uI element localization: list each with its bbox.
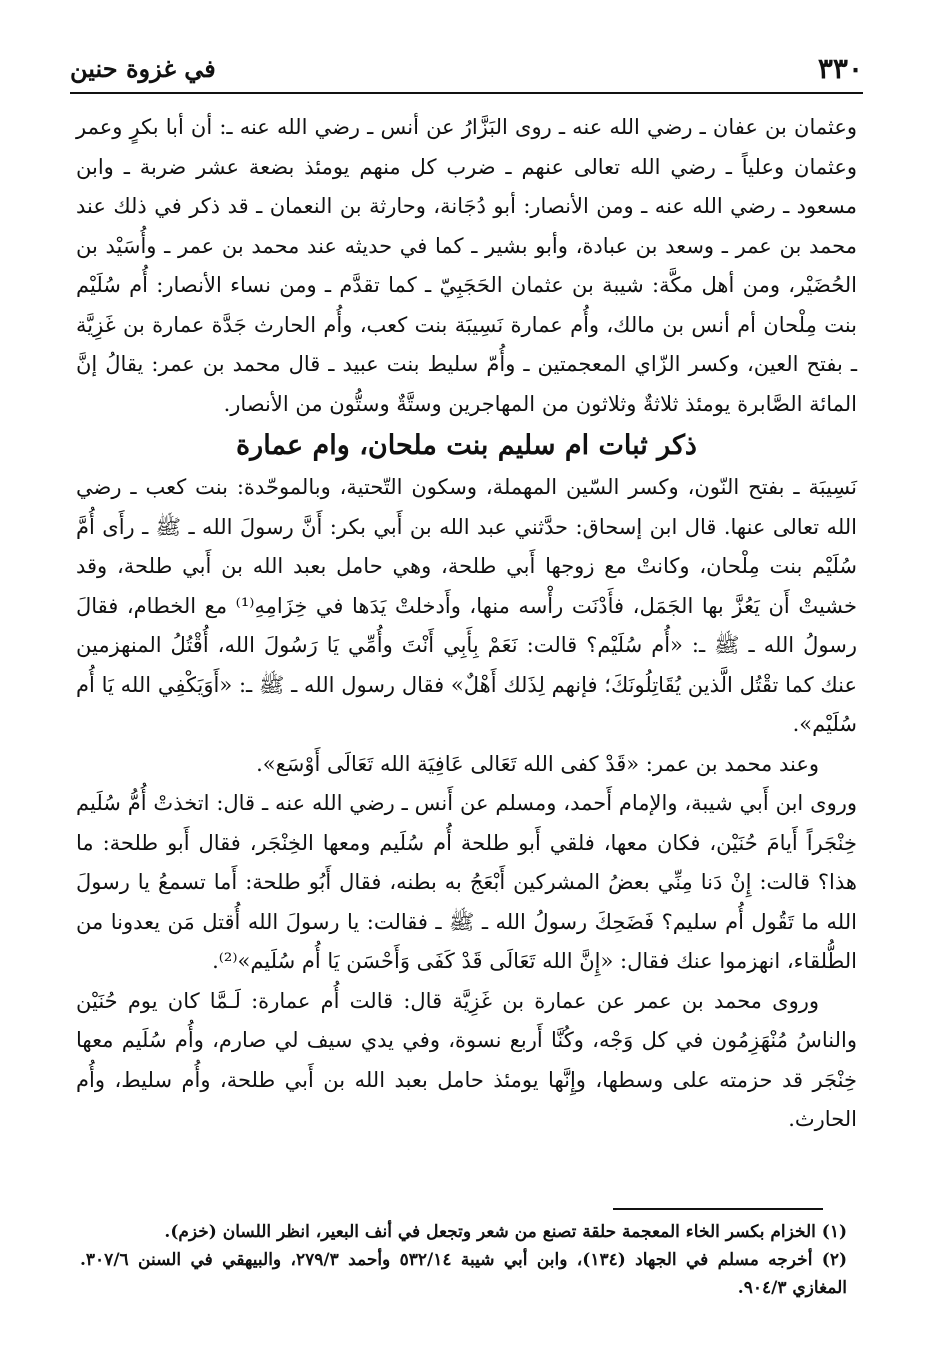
section-heading: ذكر ثبات ام سليم بنت ملحان، وام عمارة: [236, 430, 697, 461]
paragraph-1: وعثمان بن عفان ـ رضي الله عنه ـ روى البَزَّارُ عن أنس ـ رضي الله عنه ـ: أن أبا بكرٍ وعمر وعثمان وعلياً ـ رضي الله تعالى عنهم ـ ضرب كل منهم يومئذ بضعة عشر ضربة ـ وابن مسعود ـ رضي الله عنه ـ ومن الأنصار: أبو دُجَانة، وحارثة بن النعمان ـ قد ذكر في ذلك عند محمد بن عمر ـ وسعد بن عبادة، وأبو بشير ـ كما في حديثه عند محمد بن عمر ـ وأُسَيْد بن الحُضَيْر، ومن أهل مكَّة: شيبة بن عثمان الحَجَبِيّ ـ كما تقدَّم ـ ومن نساء الأنصار: أُم سُلَيْم بنت مِلْحان أم أنس بن مالك، وأُم عمارة نَسِيبَة بنت كعب، وأُم الحارث جَدَّة عمارة بن غَزِيَّة ـ بفتح العين، وكسر الزّاي المعجمتين ـ وأُمّ سليط بنت عبيد ـ قال محمد بن عمر: يقالُ إنَّ المائة الصَّابرة يومئذ ثلاثةٌ وثلاثون من المهاجرين وستَّةٌ وستُّون من الأنصار.: [76, 115, 857, 416]
main-text: [76, 108, 857, 1140]
footnote-1: (١) الخزام بكسر الخاء المعجمة حلقة تصنع من شعر وتجعل في أنف البعير، انظر اللسان (خزم).: [164, 1222, 847, 1242]
paragraph-5: وروى محمد بن عمر عن عمارة بن غَزِيَّة قال: قالت أُم عمارة: لَـمَّا كان يوم حُنَيْن والناسُ مُنْهَزِمُون في كل وَجْه، وكُنَّا أَربع نسوة، وفي يدي سيف لي صارم، وأُم سُلَيم معها خِنْجَر قد حزمته على وسطها، وإِنَّها يومئذ حامل بعبد الله بن أَبي طلحة، وأُم سليط، وأُم الحارث.: [76, 988, 857, 1131]
footnotes: [80, 1218, 847, 1302]
footnote-divider: [613, 1208, 823, 1210]
page-header: [70, 52, 863, 88]
paragraph-3: وعند محمد بن عمر: «قَدْ كفى الله تَعَالى عَافِيَة الله تَعَالَى أَوْسَع».: [256, 751, 819, 776]
paragraph-2: نَسِيبَة ـ بفتح النّون، وكسر السّين المهملة، وسكون التّحتية، وبالموحّدة: بنت كعب ـ رضي الله تعالى عنها. قال ابن إسحاق: حدَّثني عبد الله بن أَبي بكر: أَنَّ رسولَ الله ـ ﷺ ـ رأَى أُمَّ سُلَيْم بنت مِلْحان، وكانتْ مع زوجها أَبي طلحة، وهي حامل بعبد الله بن أَبي طلحة، وقد خشيتْ أَن يَعُزَّ بها الجَمَل، فأَدْنَت رأْسه منها، وأَدخلتْ يَدَها في خِزَامِهِ⁽¹⁾ مع الخطام، فقالَ رسولُ الله ـ ﷺ ـ: «أُم سُلَيْم؟ قالت: نَعَمْ بِأَبِي أَنْتَ وأُمِّي يَا رَسُولَ الله، أُقْتُلُ المنهزمين عنك كما تقْتُل الَّذين يُقَاتِلُونَكَ؛ فإنهم لِذَلك أَهْلٌ» فقال رسول الله ـ ﷺ ـ: «أَوَيَكْفِي الله يَا أُم سُلَيْم».: [76, 475, 858, 736]
footnote-2: (٢) أخرجه مسلم في الجهاد (١٣٤)، وابن أبي شيبة ٥٣٢/١٤ وأحمد ٢٧٩/٣، والبيهقي في السنن ٣٠٧/٦. المغازي ٩٠٤/٣.: [80, 1250, 848, 1298]
paragraph-4: وروى ابن أَبي شيبة، والإمام أَحمد، ومسلم عن أَنس ـ رضي الله عنه ـ قال: اتخذتْ أُمُّ سُلَيم خِنْجَراً أَيامَ حُنَيْن، فكان معها، فلقي أَبو طلحة أُم سُلَيم ومعها الخِنْجَر، فقال أَبو طلحة: ما هذا؟ قالت: إِنْ دَنا مِنِّي بعضُ المشركين أَبْعَجُ به بطنه، فقال أَبُو طلحة: أَما تسمعُ يا رسولَ الله ما تَقُول أُم سليم؟ فَضَحِكَ رسولُ الله ـ ﷺ ـ فقالت: يا رسولَ الله أُقتل مَن يعدونا من الطُّلقاء، انهزموا عنك فقال: «إِنَّ الله تَعَالَى قَدْ كَفَى وَأَحْسَن يَا أُم سُلَيم»⁽²⁾.: [76, 791, 857, 973]
page-number: ٣٣٠: [817, 52, 863, 85]
running-title: في غزوة حنين: [70, 54, 216, 83]
header-divider: [70, 92, 863, 94]
